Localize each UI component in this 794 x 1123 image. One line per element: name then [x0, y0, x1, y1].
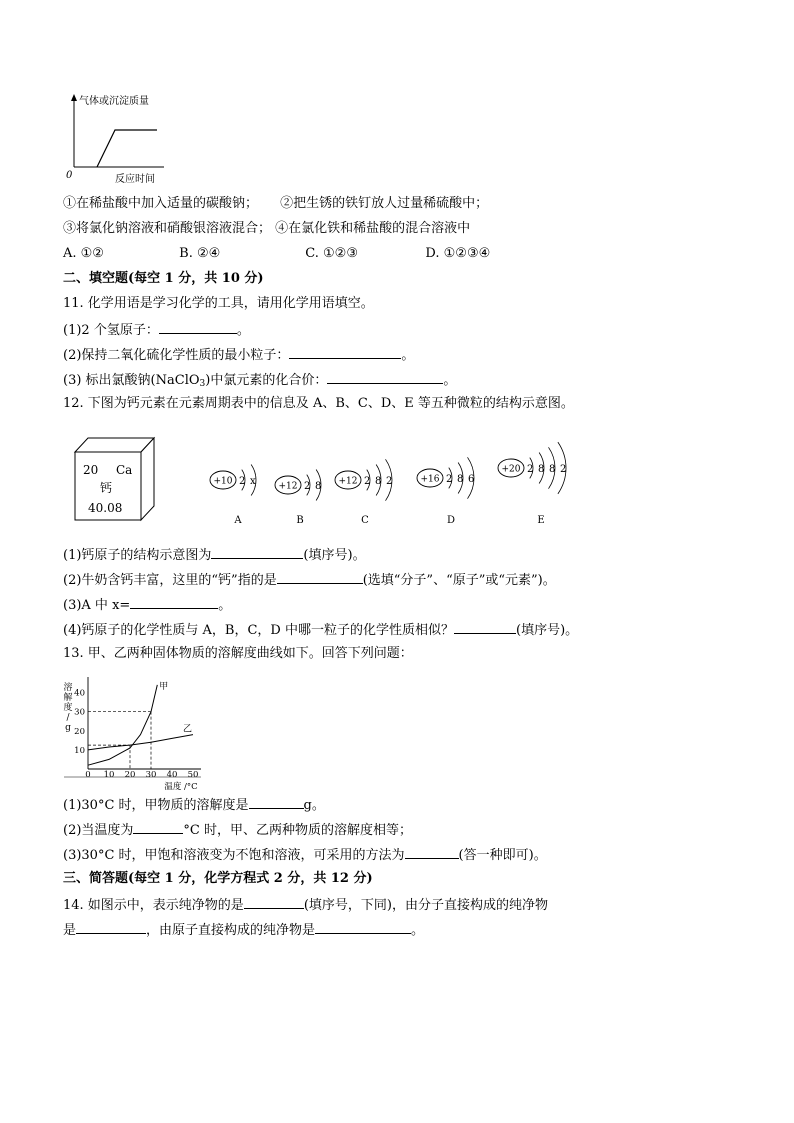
- atom-e: [498, 442, 566, 526]
- x-tick-label: 30: [145, 770, 157, 780]
- shell-electron-count: 8: [549, 464, 556, 475]
- shell-electron-count: 2: [364, 476, 371, 487]
- shell-electron-count: 8: [375, 476, 382, 487]
- q12-part3-pre: (3)A 中 x=: [63, 598, 131, 613]
- series-line-2: [88, 735, 193, 750]
- q12-part4-pre: (4)钙原子的化学性质与 A，B，C，D 中哪一粒子的化学性质相似？: [63, 623, 454, 638]
- q10-options-row2: [63, 221, 470, 237]
- graph1-ylabel: 气体或沉淀质量: [79, 96, 149, 107]
- atom-label: B: [296, 515, 304, 526]
- atom-d: [417, 457, 474, 526]
- q10-choices: [63, 246, 490, 262]
- q10-choice-a[interactable]: A. ①②: [63, 246, 104, 261]
- y-tick-label: 10: [74, 745, 85, 756]
- atom-c: [335, 459, 392, 526]
- atom-label: E: [537, 515, 545, 526]
- q13-part2: [63, 821, 412, 839]
- q11-part2: [63, 346, 414, 364]
- q14-line1-post: (填序号，下同)，由分子直接构成的纯净物: [303, 898, 548, 913]
- q14-blank1[interactable]: [244, 896, 304, 909]
- atom-label: C: [361, 515, 369, 526]
- q13-part3-post: (答一种即可)。: [458, 848, 547, 863]
- element-mass: 40.08: [88, 501, 123, 515]
- x-axis-label: 温度 /°C: [164, 782, 198, 790]
- q12-part2-post: (选填“分子”、“原子”或“元素”)。: [362, 573, 556, 588]
- q12-part2: [63, 571, 556, 589]
- shell-electron-count: 2: [527, 464, 534, 475]
- shell-electron-count: 2: [446, 474, 453, 485]
- q13-part3-pre: (3)30°C 时，甲饱和溶液变为不饱和溶液，可采用的方法为: [63, 848, 405, 863]
- q11-blank1[interactable]: [159, 321, 237, 334]
- q10-opt4: ④在氯化铁和稀盐酸的混合溶液中: [275, 221, 471, 236]
- y-axis-label-char: 解: [63, 693, 73, 703]
- x-tick-label: 0: [85, 770, 91, 780]
- atom-a: [210, 464, 256, 526]
- q10-opt2: ②把生锈的铁钉放人过量稀硫酸中；: [280, 196, 489, 211]
- x-tick-label: 20: [124, 770, 136, 780]
- x-tick-label: 10: [103, 770, 115, 780]
- q12-part1-pre: (1)钙原子的结构示意图为: [63, 548, 212, 563]
- q14-blank2[interactable]: [76, 921, 146, 934]
- section2-title: 二、填空题(每空 1 分，共 10 分): [63, 271, 264, 286]
- q12-part1-post: (填序号)。: [303, 548, 366, 563]
- y-axis-label-char: g: [65, 723, 71, 733]
- nucleus-charge: +20: [501, 464, 521, 475]
- reaction-graph: [60, 90, 170, 185]
- nucleus-charge: +16: [420, 474, 440, 485]
- series-line-1: [88, 685, 157, 765]
- q11-part3-post: )中氯元素的化合价：: [205, 373, 328, 388]
- q11-part2-label: (2)保持二氧化硫化学性质的最小粒子：: [63, 348, 290, 363]
- y-tick-label: 40: [74, 688, 85, 699]
- y-axis-label-char: 溶: [63, 683, 73, 693]
- q12-part4: [63, 621, 578, 639]
- q14-line2-mid: ，由原子直接构成的纯净物是: [146, 923, 316, 938]
- x-tick-label: 50: [187, 770, 199, 780]
- q12-blank4[interactable]: [454, 621, 516, 634]
- q14-blank3[interactable]: [315, 921, 411, 934]
- solubility-chart: [60, 672, 210, 790]
- q12-blank3[interactable]: [130, 596, 218, 609]
- x-tick-label: 40: [166, 770, 178, 780]
- q13-blank3[interactable]: [405, 846, 459, 859]
- q13-stem: 13. 甲、乙两种固体物质的溶解度曲线如下。回答下列问题：: [63, 646, 413, 661]
- y-tick-label: 30: [74, 707, 85, 718]
- q11-part3-pre: (3) 标出氯酸钠(NaClO: [63, 373, 200, 388]
- q12-part4-post: (填序号)。: [516, 623, 579, 638]
- q12-part3: [63, 596, 231, 614]
- nucleus-charge: +12: [278, 481, 298, 492]
- nucleus-charge: +12: [338, 476, 358, 487]
- q11-blank2[interactable]: [289, 346, 401, 359]
- q13-part1-pre: (1)30°C 时，甲物质的溶解度是: [63, 798, 249, 813]
- q11-part3-sub: 3: [199, 379, 206, 389]
- q13-part1: [63, 796, 325, 814]
- q11-period2: 。: [401, 348, 415, 363]
- atom-structure-diagrams: [200, 430, 600, 530]
- q12-part2-pre: (2)牛奶含钙丰富，这里的“钙”指的是: [63, 573, 277, 588]
- q14-line2-pre: 是: [63, 923, 77, 938]
- q11-stem: 11. 化学用语是学习化学的工具，请用化学用语填空。: [63, 296, 374, 311]
- shell-electron-count: 6: [468, 474, 475, 485]
- q13-blank2[interactable]: [133, 821, 183, 834]
- q13-part1-post: g。: [303, 798, 325, 813]
- q12-stem: 12. 下图为钙元素在元素周期表中的信息及 A、B、C、D、E 等五种微粒的结构示意图。: [63, 396, 574, 411]
- shell-electron-count: 2: [386, 476, 393, 487]
- q11-part3: [63, 371, 456, 392]
- y-axis-label-char: /: [66, 713, 70, 723]
- series-label-1: 甲: [159, 681, 169, 692]
- q10-choice-d[interactable]: D. ①②③④: [425, 246, 491, 261]
- y-tick-label: 20: [74, 726, 85, 737]
- q11-blank3[interactable]: [327, 371, 443, 384]
- q14-line1: [63, 896, 548, 914]
- graph1-xlabel: 反应时间: [115, 174, 155, 185]
- q12-blank1[interactable]: [211, 546, 303, 559]
- q11-period3: 。: [443, 373, 457, 388]
- atom-label: A: [234, 515, 242, 526]
- graph1-origin: 0: [66, 170, 73, 181]
- q14-line2: [63, 921, 424, 939]
- q11-part1-label: (1)2 个氢原子：: [63, 323, 159, 338]
- q10-opt1: ①在稀盐酸中加入适量的碳酸钠；: [63, 196, 259, 211]
- q13-blank1[interactable]: [249, 796, 304, 809]
- shell-electron-count: 8: [538, 464, 545, 475]
- shell-electron-count: x: [250, 476, 256, 487]
- q14-line1-pre: 14. 如图示中，表示纯净物的是: [63, 898, 244, 913]
- shell-electron-count: 2: [304, 481, 311, 492]
- q13-part2-post: °C 时，甲、乙两种物质的溶解度相等；: [183, 823, 413, 838]
- shell-electron-count: 2: [239, 476, 246, 487]
- element-name: 钙: [100, 481, 113, 495]
- shell-electron-count: 8: [457, 474, 464, 485]
- q11-period1: 。: [236, 323, 250, 338]
- q13-part2-pre: (2)当温度为: [63, 823, 134, 838]
- element-symbol: Ca: [116, 463, 133, 477]
- q12-part1: [63, 546, 366, 564]
- y-axis-label-char: 度: [63, 703, 73, 713]
- atom-label: D: [446, 515, 456, 526]
- section3-title: 三、简答题(每空 1 分，化学方程式 2 分，共 12 分): [63, 871, 373, 886]
- atom-b: [275, 469, 321, 526]
- q13-part3: [63, 846, 547, 864]
- q10-choice-b[interactable]: B. ②④: [179, 246, 221, 261]
- q14-line2-post: 。: [411, 923, 425, 938]
- q10-options-row1: [63, 196, 488, 212]
- nucleus-charge: +10: [213, 476, 233, 487]
- q12-blank2[interactable]: [277, 571, 363, 584]
- series-label-2: 乙: [183, 724, 193, 735]
- q11-part1: [63, 321, 250, 339]
- shell-electron-count: 8: [315, 481, 322, 492]
- element-number: 20: [83, 463, 99, 477]
- shell-electron-count: 2: [560, 464, 567, 475]
- q12-part3-post: 。: [218, 598, 232, 613]
- calcium-element-box: [70, 432, 160, 524]
- q10-choice-c[interactable]: C. ①②③: [305, 246, 358, 261]
- q10-opt3: ③将氯化钠溶液和硝酸银溶液混合；: [63, 221, 272, 236]
